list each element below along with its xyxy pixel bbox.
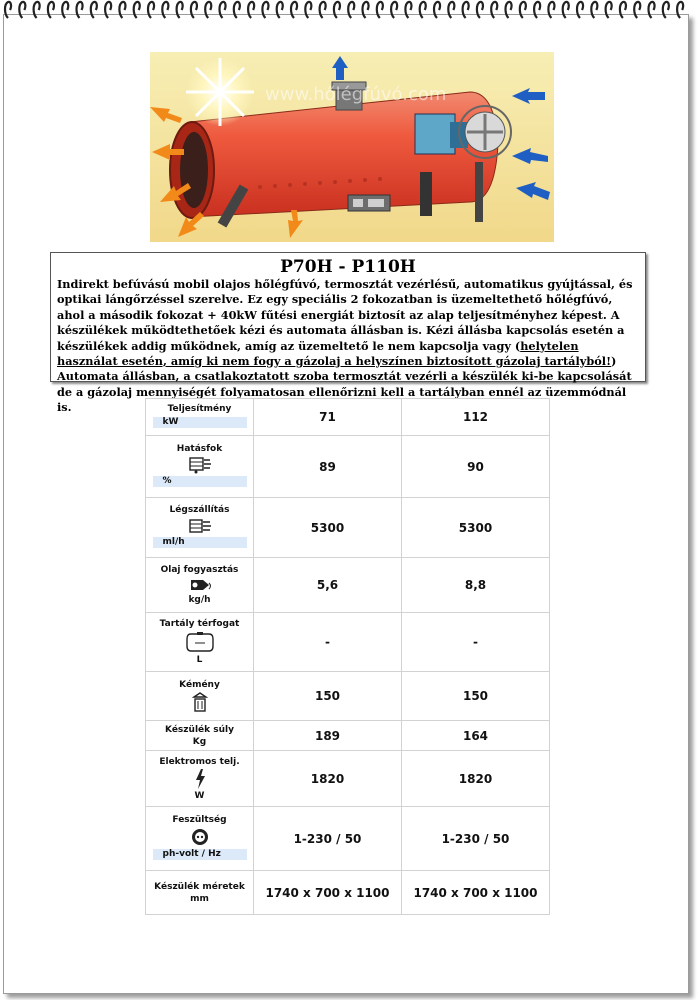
spec-row	[146, 871, 550, 915]
spiral-ring	[19, 2, 25, 18]
spiral-ring	[391, 2, 397, 18]
spec-value-p110h: 1820	[402, 751, 550, 807]
spiral-ring	[305, 2, 311, 18]
lightning-icon	[146, 769, 253, 789]
spec-value-p110h: 150	[402, 672, 550, 721]
spec-label-cell	[146, 721, 254, 751]
spec-label: Olaj fogyasztás	[160, 565, 239, 575]
spec-unit: %	[153, 476, 247, 487]
spiral-binding	[0, 0, 699, 22]
spec-label: Hatásfok	[176, 444, 223, 454]
spec-value-p110h: -	[402, 613, 550, 672]
spec-value-p70h: 1-230 / 50	[254, 807, 402, 871]
spiral-ring	[62, 2, 68, 18]
spiral-ring	[534, 2, 540, 18]
heater-illustration	[150, 52, 554, 242]
spiral-ring	[663, 2, 669, 18]
spec-label-cell	[146, 498, 254, 558]
spec-label-cell	[146, 399, 254, 436]
spiral-ring	[334, 2, 340, 18]
spec-value-p70h: 5,6	[254, 558, 402, 613]
spiral-ring	[262, 2, 268, 18]
spiral-ring	[220, 2, 226, 18]
airflow-icon	[146, 517, 253, 535]
spec-value-p70h: 89	[254, 436, 402, 498]
spiral-ring	[634, 2, 640, 18]
spec-label: Teljesítmény	[167, 404, 232, 414]
spiral-ring	[348, 2, 354, 18]
spiral-ring	[119, 2, 125, 18]
spec-row	[146, 558, 550, 613]
watermark-text: www.hőlégfúvó.com	[265, 84, 447, 105]
spiral-ring	[677, 2, 683, 18]
spec-value-p110h: 164	[402, 721, 550, 751]
spec-row	[146, 751, 550, 807]
spiral-ring	[191, 2, 197, 18]
spiral-ring	[77, 2, 83, 18]
spiral-ring	[34, 2, 40, 18]
spec-label-cell	[146, 871, 254, 915]
spec-unit: kg/h	[188, 595, 211, 605]
spiral-ring	[148, 2, 154, 18]
spec-unit: mm	[190, 893, 209, 904]
spiral-ring	[606, 2, 612, 18]
chimney-icon	[146, 692, 253, 712]
spiral-ring	[377, 2, 383, 18]
spiral-ring	[563, 2, 569, 18]
spec-unit: Kg	[192, 736, 207, 747]
spiral-ring	[405, 2, 411, 18]
spiral-ring	[277, 2, 283, 18]
spiral-ring	[577, 2, 583, 18]
spec-label: Készülék súly	[165, 724, 234, 735]
spiral-ring	[177, 2, 183, 18]
spec-value-p110h: 90	[402, 436, 550, 498]
oil-drop-icon	[146, 577, 253, 593]
spiral-ring	[205, 2, 211, 18]
spec-value-p70h: 150	[254, 672, 402, 721]
spiral-ring	[548, 2, 554, 18]
specification-table	[145, 398, 550, 915]
spec-value-p70h: 189	[254, 721, 402, 751]
spec-unit: kW	[153, 417, 247, 428]
spec-unit: W	[194, 790, 205, 801]
product-title: P70H - P110H	[280, 257, 416, 277]
spiral-ring	[420, 2, 426, 18]
spec-unit: ph-volt / Hz	[153, 849, 247, 860]
spec-row	[146, 721, 550, 751]
spec-label: Kémény	[179, 680, 220, 690]
spiral-ring	[248, 2, 254, 18]
spec-label-cell	[146, 558, 254, 613]
spec-row	[146, 672, 550, 721]
spiral-ring	[105, 2, 111, 18]
spec-value-p110h: 1740 x 700 x 1100	[402, 871, 550, 915]
spec-label-cell	[146, 751, 254, 807]
spec-label-cell	[146, 672, 254, 721]
spec-label: Tartály térfogat	[159, 619, 240, 629]
spiral-ring	[5, 2, 11, 18]
spec-label-cell	[146, 436, 254, 498]
spiral-ring	[91, 2, 97, 18]
spec-row	[146, 613, 550, 672]
spec-label-cell	[146, 807, 254, 871]
spiral-ring	[448, 2, 454, 18]
spec-row	[146, 436, 550, 498]
spiral-ring	[477, 2, 483, 18]
spec-value-p110h: 8,8	[402, 558, 550, 613]
spec-unit: L	[196, 655, 203, 665]
spiral-ring	[463, 2, 469, 18]
spec-label: Készülék méretek	[154, 881, 245, 892]
spec-row	[146, 807, 550, 871]
spiral-ring	[506, 2, 512, 18]
spiral-ring	[134, 2, 140, 18]
spiral-ring	[620, 2, 626, 18]
spec-value-p70h: -	[254, 613, 402, 672]
description-box	[50, 252, 646, 415]
description-text	[57, 277, 639, 416]
spiral-ring	[491, 2, 497, 18]
spiral-ring	[434, 2, 440, 18]
plug-icon	[146, 827, 253, 847]
spiral-ring	[320, 2, 326, 18]
spec-value-p110h: 5300	[402, 498, 550, 558]
spec-value-p110h: 112	[402, 399, 550, 436]
spiral-ring	[291, 2, 297, 18]
spec-row	[146, 399, 550, 436]
description-text-part-1: Indirekt befúvású mobil olajos hőlégfúvó, termosztát vezérlésű, automatikus gyújtással, és optikai lángőrzéssel szerelve. Ez egy speciális 2 fokozatban is üzemeltethető hőlégfúvó, ahol a második fokozat + 40kW fűtési energiát biztosít az alap teljesítményhez képest. A készülékek működtethetőek kézi és automata állásban is. Kézi állásba kapcsolás esetén a készülékek addig működnek, amíg az üzemeltető le nem kapcsolja vagy (	[57, 277, 633, 353]
spec-value-p70h: 1820	[254, 751, 402, 807]
description-warning-underlined: helytelen használat esetén, amíg ki nem fogy a gázolaj a helyszínen biztosított gázolaj tartályból!	[57, 338, 612, 369]
spec-row	[146, 498, 550, 558]
spec-unit: ml/h	[153, 537, 247, 548]
spiral-ring	[234, 2, 240, 18]
spiral-ring	[591, 2, 597, 18]
tank-icon	[146, 631, 253, 653]
spiral-ring	[48, 2, 54, 18]
spiral-ring	[363, 2, 369, 18]
spiral-ring	[649, 2, 655, 18]
spiral-ring	[520, 2, 526, 18]
spec-value-p70h: 5300	[254, 498, 402, 558]
efficiency-icon	[146, 456, 253, 474]
spec-label: Elektromos telj.	[159, 756, 240, 767]
spec-label: Feszültség	[172, 815, 227, 825]
spiral-ring	[162, 2, 168, 18]
description-text-part-2: ) Automata állásban, a csatlakoztatott szoba termosztát vezérli a készülék ki-be kapcsolását de a gázolaj mennyiségét folyamatosan ellenőrizni kell a tartályban ennél az üzemmódnál is.	[57, 354, 632, 415]
spec-value-p70h: 1740 x 700 x 1100	[254, 871, 402, 915]
spec-value-p70h: 71	[254, 399, 402, 436]
spec-label: Légszállítás	[169, 505, 230, 515]
spec-label-cell	[146, 613, 254, 672]
spec-value-p110h: 1-230 / 50	[402, 807, 550, 871]
